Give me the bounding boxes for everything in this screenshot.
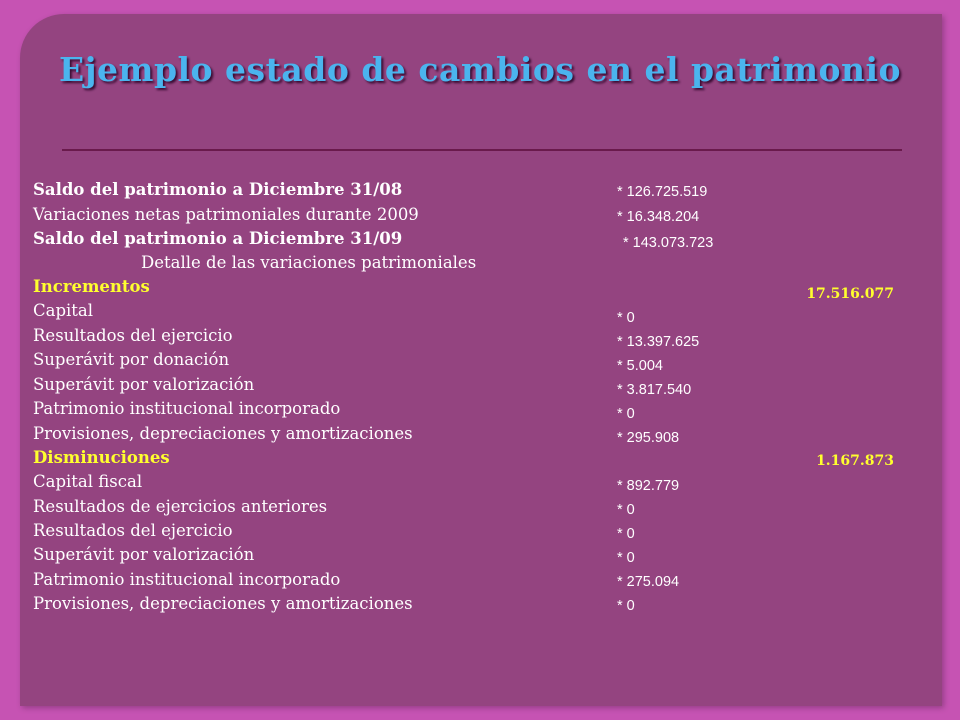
label-patrimonio-incorporado: Patrimonio institucional incorporado (33, 399, 341, 418)
label-provisiones: Provisiones, depreciaciones y amortizaciones (33, 424, 413, 443)
label-detalle-variaciones: Detalle de las variaciones patrimoniales (141, 253, 477, 272)
value-variaciones-netas: * 16.348.204 (617, 209, 700, 225)
title-divider (62, 149, 902, 151)
label-capital-fiscal: Capital fiscal (33, 472, 143, 491)
value-superavit-donacion: * 5.004 (617, 358, 663, 374)
value-provisiones: * 295.908 (617, 430, 680, 446)
label-provisiones-2: Provisiones, depreciaciones y amortizaciones (33, 594, 413, 613)
total-disminuciones: 1.167.873 (816, 453, 894, 469)
value-saldo-2008: * 126.725.519 (617, 184, 708, 200)
value-patrimonio-incorporado: * 0 (617, 406, 635, 422)
value-resultados-ejercicio: * 13.397.625 (617, 334, 700, 350)
slide-title: Ejemplo estado de cambios en el patrimonio (58, 50, 902, 89)
value-provisiones-2: * 0 (617, 598, 635, 614)
label-capital: Capital (33, 301, 94, 320)
label-saldo-2008: Saldo del patrimonio a Diciembre 31/08 (33, 180, 403, 199)
section-incrementos: Incrementos (33, 277, 150, 296)
value-capital-fiscal: * 892.779 (617, 478, 680, 494)
label-resultados-ejercicio-2: Resultados del ejercicio (33, 521, 233, 540)
value-superavit-valorizacion-2: * 0 (617, 550, 635, 566)
label-resultados-ejercicio: Resultados del ejercicio (33, 326, 233, 345)
value-superavit-valorizacion: * 3.817.540 (617, 382, 692, 398)
total-incrementos: 17.516.077 (806, 286, 894, 302)
value-resultados-ejercicio-2: * 0 (617, 526, 635, 542)
label-superavit-valorizacion: Superávit por valorización (33, 375, 255, 394)
label-variaciones-netas: Variaciones netas patrimoniales durante 2009 (33, 205, 419, 224)
label-saldo-2009: Saldo del patrimonio a Diciembre 31/09 (33, 229, 403, 248)
value-saldo-2009: * 143.073.723 (623, 235, 714, 251)
label-superavit-donacion: Superávit por donación (33, 350, 230, 369)
label-patrimonio-incorporado-2: Patrimonio institucional incorporado (33, 570, 341, 589)
value-patrimonio-incorporado-2: * 275.094 (617, 574, 680, 590)
value-resultados-anteriores: * 0 (617, 502, 635, 518)
value-capital: * 0 (617, 310, 635, 326)
section-disminuciones: Disminuciones (33, 448, 170, 467)
label-superavit-valorizacion-2: Superávit por valorización (33, 545, 255, 564)
label-resultados-anteriores: Resultados de ejercicios anteriores (33, 497, 328, 516)
